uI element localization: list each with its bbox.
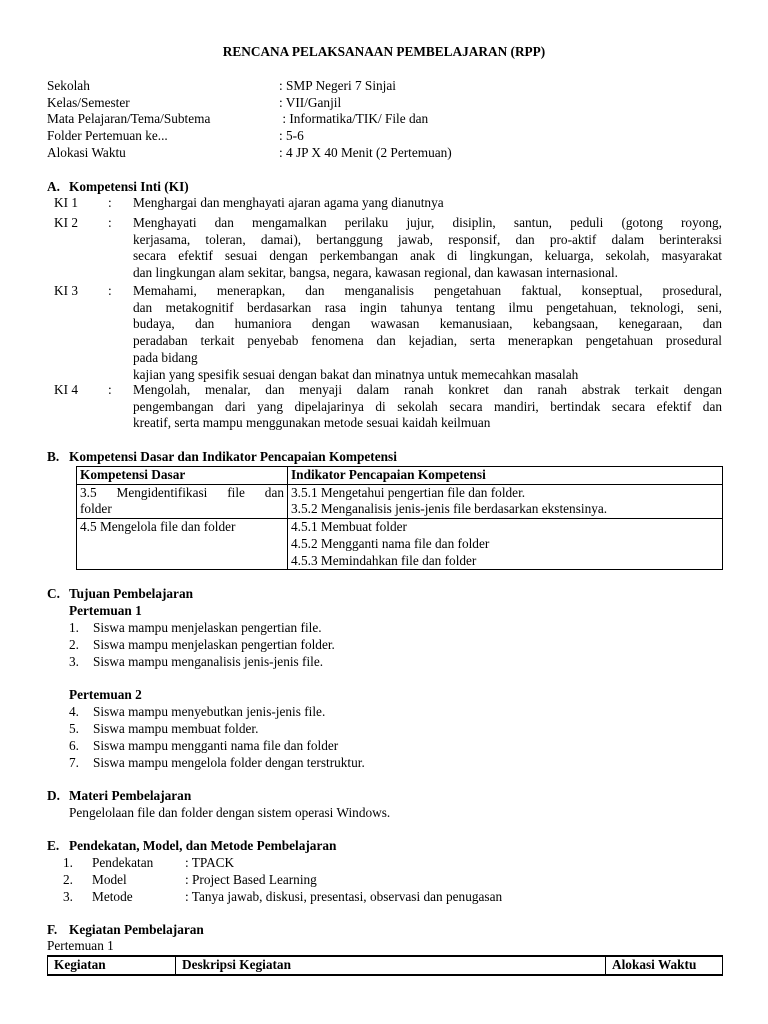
table-header-cell: Deskripsi Kegiatan	[176, 956, 606, 975]
section-title: Kegiatan Pembelajaran	[69, 922, 204, 937]
section-letter: D.	[47, 788, 60, 803]
meeting-title: Pertemuan 1	[69, 603, 142, 618]
section-title: Kompetensi Dasar dan Indikator Pencapaian Kompetensi	[69, 449, 397, 464]
method-label: Model	[92, 872, 127, 887]
ki-line: budaya, dan humaniora dengan wawasan kemanusiaan, kebangsaan, kenegaraan, dan	[133, 316, 722, 332]
ipk-line: 3.5.2 Menganalisis jenis-jenis file berdasarkan ekstensinya.	[291, 501, 608, 517]
ki-line: dan lingkungan alam sekitar, bangsa, negara, kawasan regional, dan kawasan internasional.	[133, 265, 618, 281]
list-item	[69, 721, 258, 738]
ki-line: secara efektif sesuai dengan perkembangan anak di lingkungan, keluarga, sekolah, masyarakat	[133, 248, 722, 264]
method-number: 3.	[63, 889, 73, 904]
section-title: Tujuan Pembelajaran	[69, 586, 193, 601]
table-row	[77, 484, 723, 518]
identity-value: : 4 JP X 40 Menit (2 Pertemuan)	[279, 145, 452, 160]
table-header-row	[48, 956, 723, 975]
kd-line: folder	[80, 501, 112, 517]
ki-line: pada bidang	[133, 349, 198, 365]
method-number: 1.	[63, 855, 73, 870]
list-text: Siswa mampu menjelaskan pengertian folder.	[93, 637, 335, 652]
identity-value: : SMP Negeri 7 Sinjai	[279, 78, 396, 93]
materi-text: Pengelolaan file dan folder dengan sistem operasi Windows.	[69, 805, 391, 820]
ki-line: kerjasama, toleran, damai), bertanggung jawab, responsif, dan pro-aktif dalam berinteraksi	[133, 231, 722, 247]
ki-code: KI 1	[54, 195, 79, 210]
ki-line: Mengolah, menalar, dan menyaji dalam ranah konkret dan ranah abstrak terkait dengan	[133, 382, 722, 397]
list-text: Siswa mampu membuat folder.	[93, 721, 259, 736]
ki-colon: :	[108, 215, 112, 230]
list-item	[69, 637, 335, 654]
section-title: Pendekatan, Model, dan Metode Pembelajaran	[69, 838, 337, 853]
ipk-line: 4.5.1 Membuat folder	[291, 519, 407, 535]
section-a-heading	[47, 179, 189, 196]
list-number: 1.	[69, 620, 79, 635]
list-number: 6.	[69, 738, 79, 753]
ki-line: kreatif, serta mampu menggunakan metode sesuai kaidah keilmuan	[133, 415, 491, 431]
ipk-cell	[288, 519, 723, 570]
meeting-title: Pertemuan 2	[69, 687, 142, 702]
list-text: Siswa mampu menjelaskan pengertian file.	[93, 620, 322, 635]
ki-description	[133, 382, 722, 432]
section-e-heading	[47, 838, 336, 855]
ki-line: Menghargai dan menghayati ajaran agama yang dianutnya	[133, 195, 444, 210]
list-text: Siswa mampu mengganti nama file dan folder	[93, 738, 339, 753]
ki-line: Memahami, menerapkan, dan menganalisis pengetahuan faktual, konseptual, prosedural,	[133, 283, 722, 298]
method-label: Pendekatan	[92, 855, 154, 870]
competency-table	[76, 466, 723, 570]
list-item	[69, 738, 338, 755]
list-number: 3.	[69, 654, 79, 669]
ki-line: pengembangan dari yang dipelajarinya di sekolah secara mandiri, bertindak secara efektif dan	[133, 398, 722, 414]
identity-value: : VII/Ganjil	[279, 95, 342, 110]
table-header-cell: Indikator Pencapaian Kompetensi	[288, 467, 723, 485]
ipk-line: 4.5.2 Mengganti nama file dan folder	[291, 535, 490, 551]
ki-description	[133, 195, 722, 212]
identity-value: : 5-6	[279, 128, 304, 143]
ki-colon: :	[108, 283, 112, 298]
method-value: : Project Based Learning	[185, 872, 317, 887]
section-letter: E.	[47, 838, 60, 853]
section-f-heading	[47, 922, 204, 939]
section-letter: F.	[47, 922, 58, 937]
identity-label: Alokasi Waktu	[47, 145, 126, 160]
method-value: : Tanya jawab, diskusi, presentasi, observasi dan penugasan	[185, 889, 503, 904]
identity-label: Kelas/Semester	[47, 95, 130, 110]
ki-code: KI 3	[54, 283, 79, 298]
document-title: RENCANA PELAKSANAAN PEMBELAJARAN (RPP)	[222, 44, 546, 59]
table-header-cell: Alokasi Waktu	[606, 956, 723, 975]
identity-value: : Informatika/TIK/ File dan	[279, 111, 429, 126]
list-text: Siswa mampu menyebutkan jenis-jenis file.	[93, 704, 326, 719]
list-text: Siswa mampu menganalisis jenis-jenis file.	[93, 654, 324, 669]
kd-line: 4.5 Mengelola file dan folder	[80, 519, 236, 535]
kd-cell	[77, 484, 288, 518]
ki-line: Menghayati dan mengamalkan perilaku jujur, disiplin, santun, peduli (gotong royong,	[133, 215, 722, 230]
kd-line: 3.5 Mengidentifikasi file dan	[80, 484, 284, 500]
ki-code: KI 2	[54, 215, 79, 230]
ipk-cell	[288, 484, 723, 518]
method-label: Metode	[92, 889, 133, 904]
list-number: 5.	[69, 721, 79, 736]
identity-label: Mata Pelajaran/Tema/Subtema	[47, 111, 211, 126]
list-item	[69, 620, 322, 637]
section-d-heading	[47, 788, 191, 805]
list-number: 7.	[69, 755, 79, 770]
ki-colon: :	[108, 382, 112, 397]
ipk-line: 4.5.3 Memindahkan file dan folder	[291, 552, 477, 568]
identity-label: Folder Pertemuan ke...	[47, 128, 168, 143]
ki-colon: :	[108, 195, 112, 210]
method-number: 2.	[63, 872, 73, 887]
section-b-heading	[47, 449, 397, 466]
ki-description	[133, 283, 722, 383]
list-number: 4.	[69, 704, 79, 719]
list-item	[69, 755, 365, 772]
kd-cell	[77, 519, 288, 570]
list-number: 2.	[69, 637, 79, 652]
ki-line: peradaban terkait penyebab fenomena dan kejadian, serta menerapkan pengetahuan prosedural	[133, 333, 722, 349]
ki-code: KI 4	[54, 382, 79, 397]
section-title: Kompetensi Inti (KI)	[69, 179, 189, 194]
section-c-heading	[47, 586, 193, 603]
ipk-line: 3.5.1 Mengetahui pengertian file dan folder.	[291, 484, 526, 500]
table-header-cell: Kegiatan	[48, 956, 176, 975]
list-item	[69, 704, 325, 721]
table-header-row	[77, 467, 723, 485]
list-text: Siswa mampu mengelola folder dengan terstruktur.	[93, 755, 365, 770]
method-value: : TPACK	[185, 855, 235, 870]
ki-line: dan metakognitif berdasarkan rasa ingin tahunya tentang ilmu pengetahuan, teknologi, seni,	[133, 299, 722, 315]
activity-table	[47, 955, 723, 976]
section-title: Materi Pembelajaran	[69, 788, 192, 803]
identity-label: Sekolah	[47, 78, 90, 93]
meeting-label: Pertemuan 1	[47, 938, 114, 953]
ki-line: kajian yang spesifik sesuai dengan bakat dan minatnya untuk memecahkan masalah	[133, 366, 579, 382]
section-letter: C.	[47, 586, 60, 601]
section-letter: B.	[47, 449, 60, 464]
table-header-cell: Kompetensi Dasar	[77, 467, 288, 485]
table-row	[77, 519, 723, 570]
ki-description	[133, 215, 722, 282]
section-letter: A.	[47, 179, 60, 194]
list-item	[69, 654, 323, 671]
